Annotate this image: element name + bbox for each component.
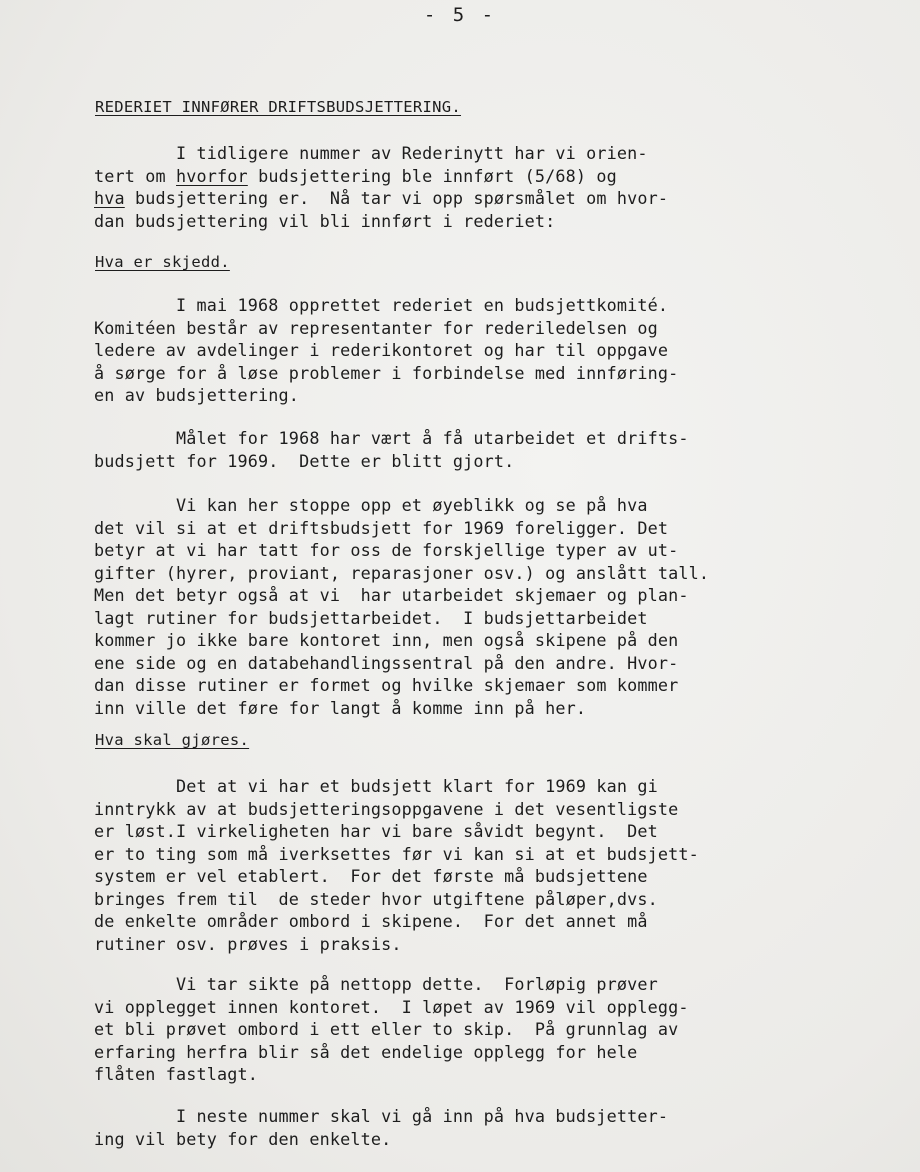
text-line: system er vel etablert. For det første må budsjettene [94, 866, 648, 886]
text-line: de enkelte områder ombord i skipene. For det annet må [94, 911, 648, 931]
text-line: dan disse rutiner er formet og hvilke skjemaer som kommer [94, 675, 679, 695]
text-line: rutiner osv. prøves i praksis. [94, 933, 402, 954]
text-line: et bli prøvet ombord i ett eller to skip. På grunnlag av [94, 1019, 679, 1039]
text-line: I mai 1968 opprettet rederiet en budsjettkomité. [94, 295, 669, 315]
underlined-word: hvorfor [176, 165, 248, 186]
text-line: dan budsjettering vil bli innført i rederiet: [94, 210, 556, 231]
text-line: Målet for 1968 har vært å få utarbeidet et drifts- [94, 428, 689, 448]
text-line: erfaring herfra blir så det endelige opplegg for hele [94, 1041, 638, 1062]
text-line: en av budsjettering. [94, 385, 300, 405]
text-line: gifter (hyrer, proviant, reparasjoner osv.) og anslått tall. [94, 562, 710, 583]
paragraph-operating-budget [94, 494, 894, 719]
text-line: flåten fastlagt. [94, 1064, 259, 1084]
text-line: Vi tar sikte på nettopp dette. Forløpig prøver [94, 974, 658, 994]
paragraph-budget-committee [94, 294, 894, 407]
text-line: ledere av avdelinger i rederikontoret og har til oppgave [94, 340, 669, 360]
text-line: I tidligere nummer av Rederinytt har vi orien- [94, 143, 648, 163]
text-line: inntrykk av at budsjetteringsoppgavene i det vesentligste [94, 798, 679, 819]
text-line: å sørge for å løse problemer i forbindelse med innføring- [94, 362, 679, 383]
text-line: vi opplegget innen kontoret. I løpet av 1969 vil opplegg- [94, 996, 689, 1017]
underlined-word: hva [94, 188, 125, 208]
section-heading-gjores: Hva skal gjøres. [95, 731, 250, 749]
text-line: er to ting som må iverksettes før vi kan si at et budsjett- [94, 843, 699, 864]
text-line: hva budsjettering er. Nå tar vi opp spørsmålet om hvor- [94, 188, 669, 208]
paragraph-next-issue [94, 1105, 894, 1150]
page-number: - 5 - [423, 4, 497, 26]
text-line: betyr at vi har tatt for oss de forskjellige typer av ut- [94, 540, 679, 560]
paragraph-what-to-do [94, 775, 894, 955]
text-line: bringes frem til de steder hvor utgiftene påløper,dvs. [94, 888, 658, 909]
section-heading-skjedd: Hva er skjedd. [95, 253, 230, 271]
text-line: Komitéen består av representanter for rederiledelsen og [94, 317, 658, 338]
text-line: Men det betyr også at vi har utarbeidet skjemaer og plan- [94, 585, 689, 605]
text-line: I neste nummer skal vi gå inn på hva budsjetter- [94, 1106, 669, 1126]
text-line: budsjett for 1969. Dette er blitt gjort. [94, 450, 515, 471]
article-title: REDERIET INNFØRER DRIFTSBUDSJETTERING. [95, 98, 462, 116]
text-line: det vil si at et driftsbudsjett for 1969 foreligger. Det [94, 517, 669, 538]
text-line: Vi kan her stoppe opp et øyeblikk og se på hva [94, 495, 648, 515]
text-line: ing vil bety for den enkelte. [94, 1128, 392, 1149]
text-line: ene side og en databehandlingssentral på den andre. Hvor- [94, 652, 679, 673]
paragraph-goal-1968 [94, 427, 894, 472]
paragraph-intro [94, 142, 894, 232]
text-line: tert om hvorfor budsjettering ble innført (5/68) og [94, 165, 617, 186]
text-line: lagt rutiner for budsjettarbeidet. I budsjettarbeidet [94, 607, 648, 628]
paragraph-testing [94, 973, 894, 1086]
text-line: Det at vi har et budsjett klart for 1969 kan gi [94, 776, 658, 796]
text-line: kommer jo ikke bare kontoret inn, men også skipene på den [94, 630, 679, 650]
text-line: er løst.I virkeligheten har vi bare såvidt begynt. Det [94, 821, 658, 841]
text-line: inn ville det føre for langt å komme inn på her. [94, 697, 587, 718]
